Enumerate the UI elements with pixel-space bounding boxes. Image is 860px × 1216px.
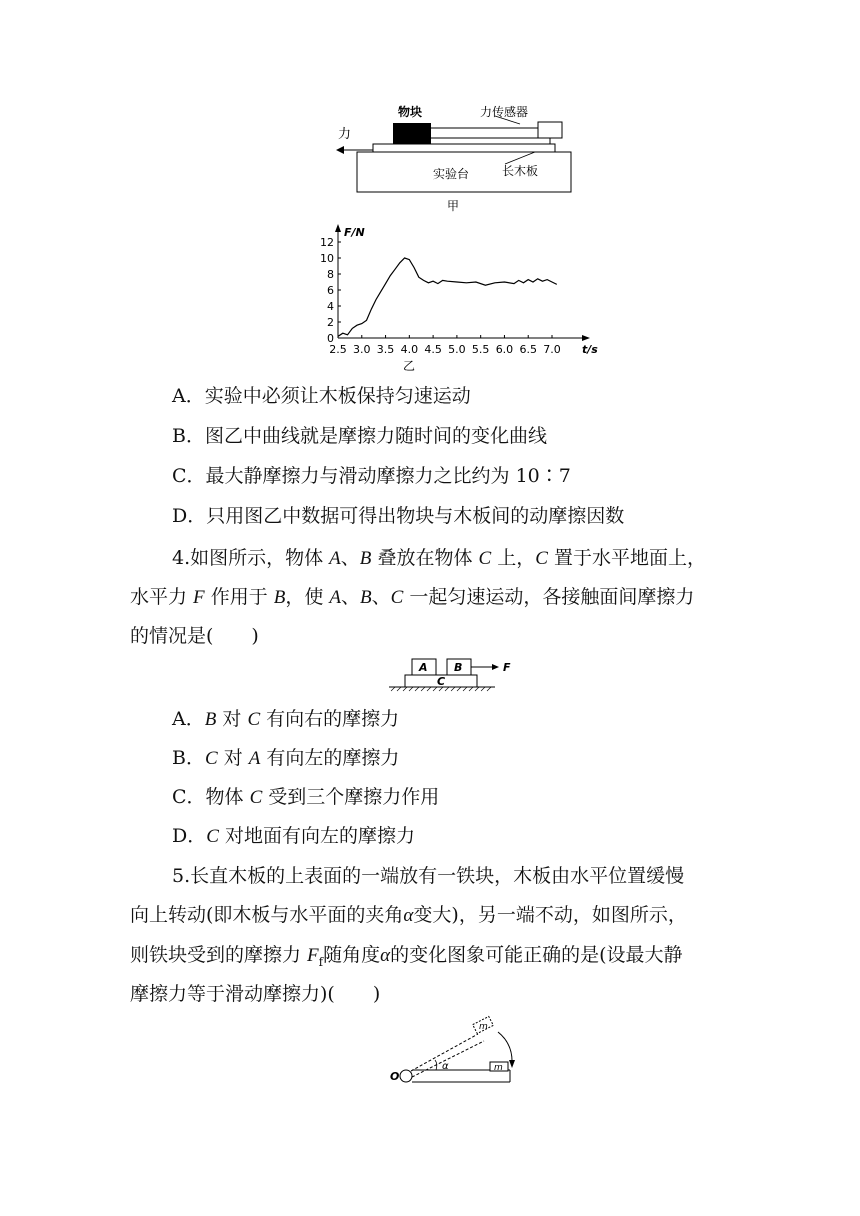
q4-option-c: C．物体 C 受到三个摩擦力作用 (172, 786, 440, 808)
long-board (373, 144, 555, 152)
label-force: 力 (338, 127, 352, 142)
chart-caption: 乙 (403, 359, 416, 373)
y-tick-label: 0 (327, 332, 334, 345)
q5-stem-line4: 摩擦力等于滑动摩擦力)( ) (130, 983, 381, 1005)
x-tick-label: 4.0 (400, 343, 419, 356)
q4-stem-line3: 的情况是( ) (130, 625, 259, 647)
y-tick-label: 2 (327, 316, 334, 329)
force-f-label: F (503, 661, 511, 674)
x-axis-label: t/s (582, 343, 598, 356)
q5-figure-board (388, 1012, 528, 1090)
x-tick-label: 3.0 (353, 343, 371, 356)
q4-option-a: A．B 对 C 有向右的摩擦力 (172, 708, 400, 730)
block-m-label: m (494, 1063, 503, 1073)
pivot-o-label: O (390, 1070, 400, 1083)
q5-stem-line3: 则铁块受到的摩擦力 $F_f$随角度α的变化图象可能正确的是(设最大静 (130, 944, 683, 969)
q3-option-c: C．最大静摩擦力与滑动摩擦力之比约为 10∶7 (172, 465, 571, 487)
caption-jia: 甲 (447, 199, 460, 213)
block-c-label: C (437, 675, 446, 688)
q4-option-d: D．C 对地面有向左的摩擦力 (172, 825, 415, 847)
y-tick-label: 10 (320, 252, 334, 265)
y-axis-arrow (335, 224, 341, 232)
x-tick-label: 5.0 (448, 343, 466, 356)
q5-stem-line2: 向上转动(即木板与水平面的夹角α变大)，另一端不动，如图所示， (130, 904, 687, 926)
x-tick-label: 6.0 (495, 343, 514, 356)
label-board: 长木板 (502, 164, 539, 178)
block-a-label: A (419, 661, 428, 674)
q3-option-b: B．图乙中曲线就是摩擦力随时间的变化曲线 (172, 425, 547, 447)
y-tick-label: 6 (327, 284, 334, 297)
x-tick-label: 3.5 (376, 343, 395, 356)
figure-yi-chart (318, 215, 598, 375)
label-sensor: 力传感器 (480, 105, 529, 119)
figure-jia-apparatus (330, 100, 580, 215)
q4-stem-line2: 水平力 F 作用于 B，使 A、B、C 一起匀速运动，各接触面间摩擦力 (130, 586, 695, 608)
q4-option-b: B．C 对 A 有向左的摩擦力 (172, 747, 400, 769)
y-tick-label: 8 (327, 268, 334, 281)
x-tick-label: 4.5 (424, 343, 442, 356)
block (393, 123, 431, 144)
q5-stem-line1: 5.长直木板的上表面的一端放有一铁块，木板由水平位置缓慢 (172, 865, 685, 887)
block-m-raised-label: m (479, 1022, 488, 1032)
x-tick-label: 2.5 (329, 343, 347, 356)
angle-alpha-label: α (442, 1061, 449, 1072)
x-tick-label: 6.5 (519, 343, 537, 356)
y-tick-label: 4 (327, 300, 334, 313)
series-line (338, 258, 557, 336)
y-tick-label: 12 (320, 236, 334, 249)
block-b-label: B (454, 661, 463, 674)
x-tick-label: 5.5 (471, 343, 490, 356)
x-axis-arrow (582, 335, 590, 341)
label-block: 物块 (398, 105, 423, 119)
y-axis-label: F/N (344, 226, 365, 239)
x-tick-label: 7.0 (543, 343, 561, 356)
q4-stem-line1: 4.如图所示，物体 A、B 叠放在物体 C 上，C 置于水平地面上， (172, 547, 706, 569)
q3-option-a: A．实验中必须让木板保持匀速运动 (172, 385, 471, 407)
label-table: 实验台 (433, 167, 470, 181)
force-sensor (538, 122, 562, 138)
q3-option-d: D．只用图乙中数据可得出物块与木板间的动摩擦因数 (172, 505, 625, 527)
q4-figure-blocks (385, 652, 525, 694)
